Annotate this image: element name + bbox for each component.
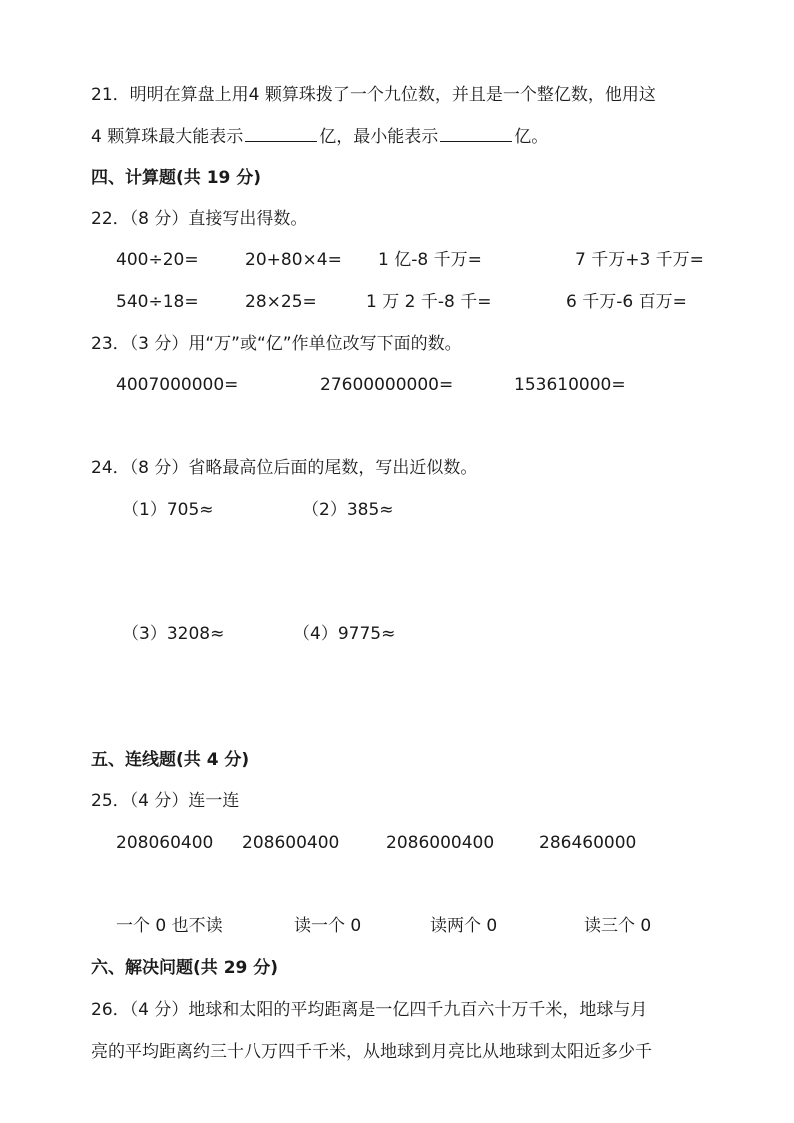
q24-item2: （2）385≈ xyxy=(302,500,394,520)
q23-item1: 4007000000= xyxy=(116,375,239,395)
q25-number2: 208600400 xyxy=(242,833,340,853)
q22-stem: 22．（8 分）直接写出得数。 xyxy=(91,209,308,229)
q21-line2 xyxy=(91,125,548,149)
q22-r2c2: 28×25= xyxy=(245,292,317,312)
q25-reading2: 读一个 0 xyxy=(294,916,362,936)
q25-number3: 2086000400 xyxy=(386,833,495,853)
q23-item3: 153610000= xyxy=(514,375,626,395)
q26-line1: 26．（4 分）地球和太阳的平均距离是一亿四千九百六十万千米，地球与月 xyxy=(91,1000,648,1020)
section6-title: 六、解决问题(共 29 分) xyxy=(91,958,279,978)
q22-r1c1: 400÷20= xyxy=(116,250,199,270)
section4-title: 四、计算题(共 19 分) xyxy=(91,168,262,188)
q23-item2: 27600000000= xyxy=(320,375,454,395)
q22-r1c2: 20+80×4= xyxy=(245,250,342,270)
q25-reading3: 读两个 0 xyxy=(430,916,498,936)
q22-r2c3: 1 万 2 千-8 千= xyxy=(366,292,492,312)
q23-stem: 23．（3 分）用“万”或“亿”作单位改写下面的数。 xyxy=(91,334,462,354)
q24-item1: （1）705≈ xyxy=(122,500,214,520)
q25-reading4: 读三个 0 xyxy=(584,916,652,936)
q22-r1c4: 7 千万+3 千万= xyxy=(575,250,704,270)
q21-blank-max[interactable] xyxy=(245,126,317,142)
section5-title: 五、连线题(共 4 分) xyxy=(91,750,250,770)
q24-item4: （4）9775≈ xyxy=(293,624,396,644)
q25-number4: 286460000 xyxy=(539,833,637,853)
q21-text-c: 亿。 xyxy=(514,127,549,147)
q25-stem: 25．（4 分）连一连 xyxy=(91,791,240,811)
q24-item3: （3）3208≈ xyxy=(122,624,225,644)
q21-text-b: 亿，最小能表示 xyxy=(319,127,439,147)
q26-line2: 亮的平均距离约三十八万四千千米，从地球到月亮比从地球到太阳近多少千 xyxy=(91,1042,652,1062)
q22-r1c3: 1 亿-8 千万= xyxy=(378,250,482,270)
q21-line1: 21．明明在算盘上用4 颗算珠拨了一个九位数，并且是一个整亿数，他用这 xyxy=(91,85,656,105)
q22-r2c4: 6 千万-6 百万= xyxy=(566,292,687,312)
q24-stem: 24．（8 分）省略最高位后面的尾数，写出近似数。 xyxy=(91,458,478,478)
q21-text-a: 4 颗算珠最大能表示 xyxy=(91,127,244,147)
q21-blank-min[interactable] xyxy=(440,126,512,142)
q25-reading1: 一个 0 也不读 xyxy=(116,916,223,936)
q22-r2c1: 540÷18= xyxy=(116,292,199,312)
q25-number1: 208060400 xyxy=(116,833,214,853)
